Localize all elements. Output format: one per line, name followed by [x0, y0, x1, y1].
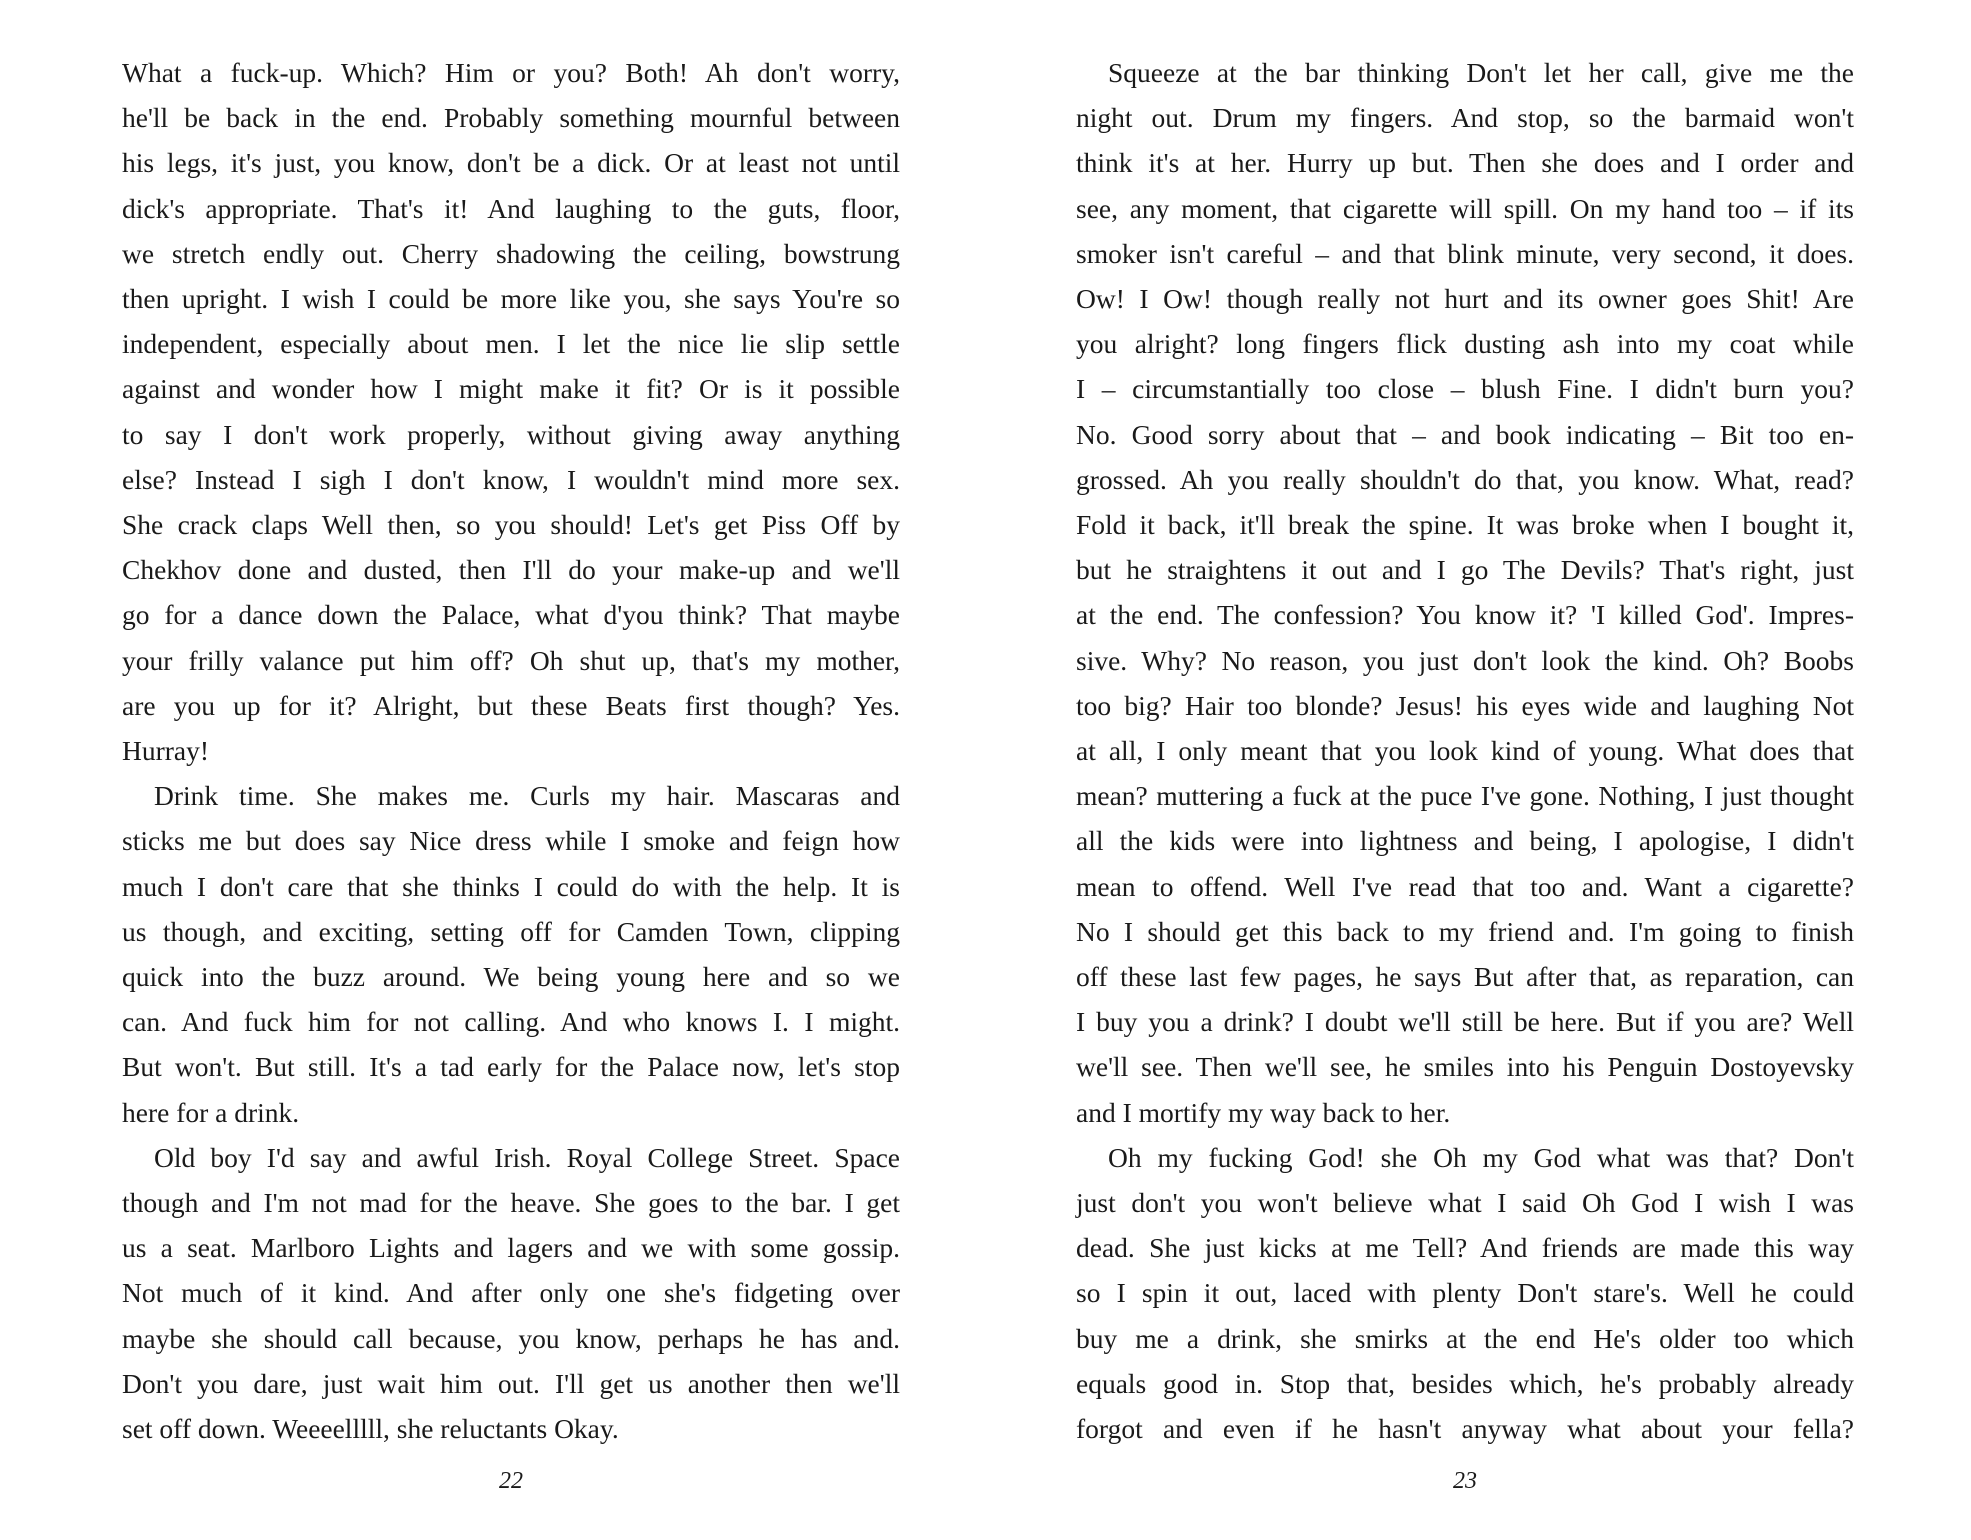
page-number-left: 22 — [499, 1468, 523, 1494]
page-number-right: 23 — [1453, 1468, 1477, 1494]
text-line: but he straightens it out and I go The Devils? That's right, just — [1076, 554, 1854, 586]
text-line: mean? muttering a fuck at the puce I've gone. Nothing, I just thought — [1076, 780, 1854, 812]
text-line: dick's appropriate. That's it! And laughing to the guts, floor, — [122, 192, 900, 224]
text-line: at the end. The confession? You know it? 'I killed God'. Impres- — [1076, 599, 1854, 631]
text-line: against and wonder how I might make it fit? Or is it possible — [122, 373, 900, 405]
text-line: Old boy I'd say and awful Irish. Royal College Street. Space — [154, 1141, 900, 1173]
text-line: mean to offend. Well I've read that too and. Want a cigarette? — [1076, 870, 1854, 902]
text-line: dead. She just kicks at me Tell? And friends are made this way — [1076, 1232, 1854, 1264]
text-line: Ow! I Ow! though really not hurt and its owner goes Shit! Are — [1076, 283, 1854, 315]
text-line: think it's at her. Hurry up but. Then she does and I order and — [1076, 147, 1854, 179]
right-page-text — [1076, 50, 1854, 1451]
text-line: I – circumstantially too close – blush Fine. I didn't burn you? — [1076, 373, 1854, 405]
text-line: But won't. But still. It's a tad early for the Palace now, let's stop — [122, 1051, 900, 1083]
text-line: Squeeze at the bar thinking Don't let her call, give me the — [1108, 57, 1854, 88]
text-line: us a seat. Marlboro Lights and lagers and we with some gossip. — [122, 1232, 900, 1264]
text-line: Don't you dare, just wait him out. I'll get us another then we'll — [122, 1367, 900, 1399]
text-line: equals good in. Stop that, besides which, he's probably already — [1076, 1367, 1854, 1399]
text-line: No. Good sorry about that – and book indicating – Bit too en- — [1076, 418, 1854, 450]
text-line: else? Instead I sigh I don't know, I wouldn't mind more sex. — [122, 463, 900, 495]
text-line: see, any moment, that cigarette will spill. On my hand too – if its — [1076, 192, 1854, 224]
left-page — [122, 50, 900, 1451]
text-line: buy me a drink, she smirks at the end He's older too which — [1076, 1322, 1854, 1354]
text-line: can. And fuck him for not calling. And who knows I. I might. — [122, 1006, 900, 1038]
text-line: though and I'm not mad for the heave. She goes to the bar. I get — [122, 1187, 900, 1219]
text-line: sive. Why? No reason, you just don't look the kind. Oh? Boobs — [1076, 644, 1854, 676]
text-line: smoker isn't careful – and that blink minute, very second, it does. — [1076, 237, 1854, 269]
text-line: What a fuck-up. Which? Him or you? Both! Ah don't worry, — [122, 57, 900, 88]
text-line: so I spin it out, laced with plenty Don't stare's. Well he could — [1076, 1277, 1854, 1309]
text-line: us though, and exciting, setting off for Camden Town, clipping — [122, 915, 900, 947]
text-line: go for a dance down the Palace, what d'you think? That maybe — [122, 599, 900, 631]
text-line: night out. Drum my fingers. And stop, so the barmaid won't — [1076, 102, 1854, 134]
text-line: much I don't care that she thinks I could do with the help. It is — [122, 870, 900, 902]
text-line: we stretch endly out. Cherry shadowing the ceiling, bowstrung — [122, 237, 900, 269]
text-line: Oh my fucking God! she Oh my God what was that? Don't — [1108, 1141, 1854, 1173]
text-line: quick into the buzz around. We being young here and so we — [122, 961, 900, 993]
text-line: just don't you won't believe what I said Oh God I wish I was — [1076, 1187, 1854, 1219]
text-line: Not much of it kind. And after only one she's fidgeting over — [122, 1277, 900, 1309]
text-line: he'll be back in the end. Probably something mournful between — [122, 102, 900, 134]
text-line: Fold it back, it'll break the spine. It was broke when I bought it, — [1076, 509, 1854, 541]
text-line: we'll see. Then we'll see, he smiles into his Penguin Dostoyevsky — [1076, 1051, 1854, 1083]
text-line: No I should get this back to my friend and. I'm going to finish — [1076, 915, 1854, 947]
text-line: independent, especially about men. I let the nice lie slip settle — [122, 328, 900, 360]
right-page — [1076, 50, 1854, 1451]
text-line: Chekhov done and dusted, then I'll do your make-up and we'll — [122, 554, 900, 586]
text-line: set off down. Weeeelllll, she reluctants Okay. — [122, 1413, 619, 1445]
text-line: at all, I only meant that you look kind of young. What does that — [1076, 735, 1854, 767]
text-line: Drink time. She makes me. Curls my hair. Mascaras and — [154, 780, 900, 812]
text-line: are you up for it? Alright, but these Beats first though? Yes. — [122, 689, 900, 721]
text-line: and I mortify my way back to her. — [1076, 1096, 1451, 1128]
text-line: maybe she should call because, you know, perhaps he has and. — [122, 1322, 900, 1354]
text-line: all the kids were into lightness and being, I apologise, I didn't — [1076, 825, 1854, 857]
text-line: off these last few pages, he says But after that, as reparation, can — [1076, 961, 1854, 993]
text-line: you alright? long fingers flick dusting ash into my coat while — [1076, 328, 1854, 360]
text-line: to say I don't work properly, without giving away anything — [122, 418, 900, 450]
text-line: sticks me but does say Nice dress while I smoke and feign how — [122, 825, 900, 857]
text-line: grossed. Ah you really shouldn't do that, you know. What, read? — [1076, 463, 1854, 495]
text-line: I buy you a drink? I doubt we'll still be here. But if you are? Well — [1076, 1006, 1854, 1038]
text-line: Hurray! — [122, 735, 210, 767]
text-line: She crack claps Well then, so you should! Let's get Piss Off by — [122, 509, 900, 541]
text-line: here for a drink. — [122, 1096, 300, 1128]
text-line: too big? Hair too blonde? Jesus! his eyes wide and laughing Not — [1076, 689, 1854, 721]
left-page-text — [122, 50, 900, 1451]
text-line: your frilly valance put him off? Oh shut up, that's my mother, — [122, 644, 900, 676]
text-line: then upright. I wish I could be more like you, she says You're so — [122, 283, 900, 315]
text-line: forgot and even if he hasn't anyway what about your fella? — [1076, 1413, 1854, 1445]
text-line: his legs, it's just, you know, don't be a dick. Or at least not until — [122, 147, 900, 179]
